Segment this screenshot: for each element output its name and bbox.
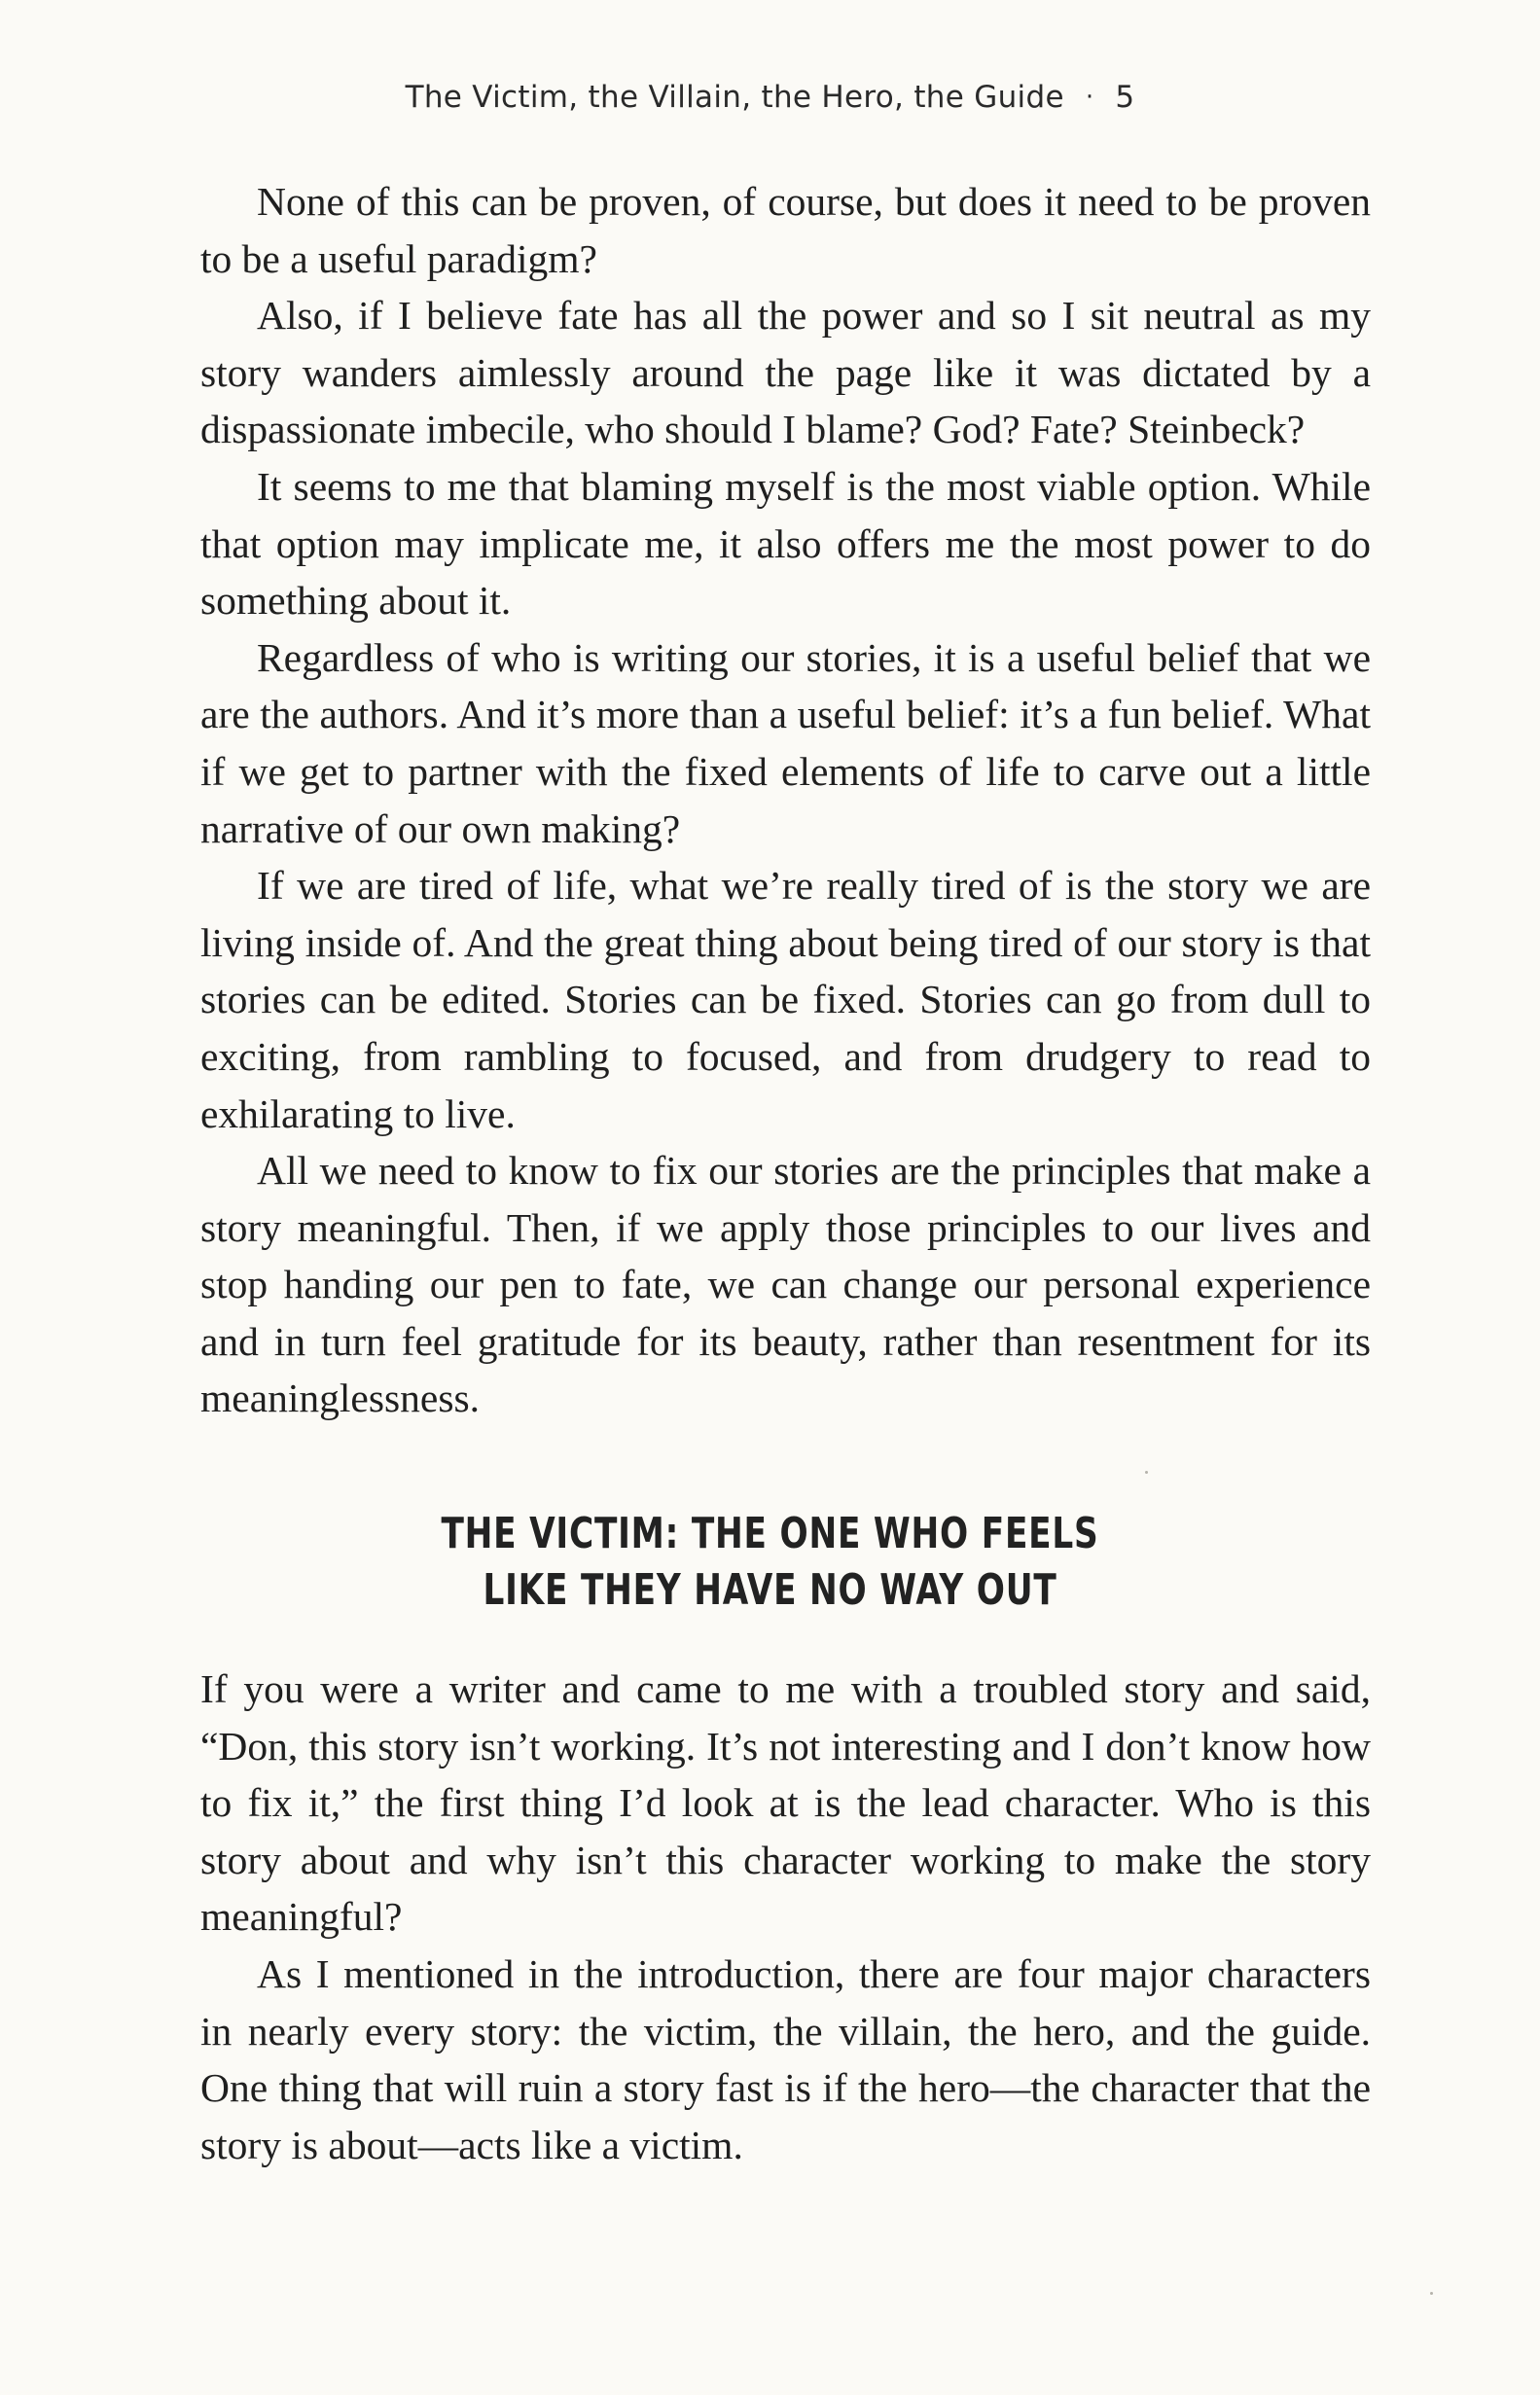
running-head-separator: ·	[1085, 83, 1094, 112]
body-text-bottom	[200, 1661, 1371, 2173]
running-head	[0, 80, 1540, 115]
section-heading-line-2: LIKE THEY HAVE NO WAY OUT	[483, 1565, 1057, 1615]
body-text-top	[200, 173, 1371, 1427]
paragraph: It seems to me that blaming myself is the most viable option. While that option may implicate me, it also offers me the most power to do something about it.	[200, 463, 1371, 624]
paragraph: Also, if I believe fate has all the power and so I sit neutral as my story wanders aimlessly around the page like it was dictated by a dispassionate imbecile, who should I blame? God? Fate? Steinbeck?	[200, 293, 1371, 452]
paragraph: Regardless of who is writing our stories, it is a useful belief that we are the authors. And it’s more than a useful belief: it’s a fun belief. What if we get to partner with the fixed elements of life to carve out a little narrative of our own making?	[200, 634, 1371, 851]
paragraph: As I mentioned in the introduction, there are four major characters in nearly every story: the victim, the villain, the hero, and the guide. One thing that will ruin a story fast is if the hero—the character that the story is about—acts like a victim.	[200, 1950, 1371, 2167]
section-heading-line-1: THE VICTIM: THE ONE WHO FEELS	[441, 1509, 1099, 1558]
page-number: 5	[1115, 80, 1135, 115]
paper-speck	[1145, 1471, 1148, 1474]
section-heading	[169, 1506, 1371, 1619]
paragraph: If you were a writer and came to me with a troubled story and said, “Don, this story isn’t working. It’s not interesting and I don’t know how to fix it,” the first thing I’d look at is the lead character. Who is this story about and why isn’t this character working to make the story meaningful?	[200, 1666, 1371, 1940]
paragraph: All we need to know to fix our stories are the principles that make a story meaningful. Then, if we apply those principles to our lives and stop handing our pen to fate, we can change our personal experience and in turn feel gratitude for its beauty, rather than resentment for its meaninglessness.	[200, 1148, 1371, 1421]
running-head-title: The Victim, the Villain, the Hero, the Guide	[405, 80, 1064, 115]
paragraph: None of this can be proven, of course, but does it need to be proven to be a useful paradigm?	[200, 179, 1371, 281]
paragraph: If we are tired of life, what we’re really tired of is the story we are living inside of. And the great thing about being tired of our story is that stories can be edited. Stories can be fixed. Stories can go from dull to exciting, from rambling to focused, and from drudgery to read to exhilarating to live.	[200, 863, 1371, 1136]
paper-speck	[1430, 2292, 1433, 2295]
